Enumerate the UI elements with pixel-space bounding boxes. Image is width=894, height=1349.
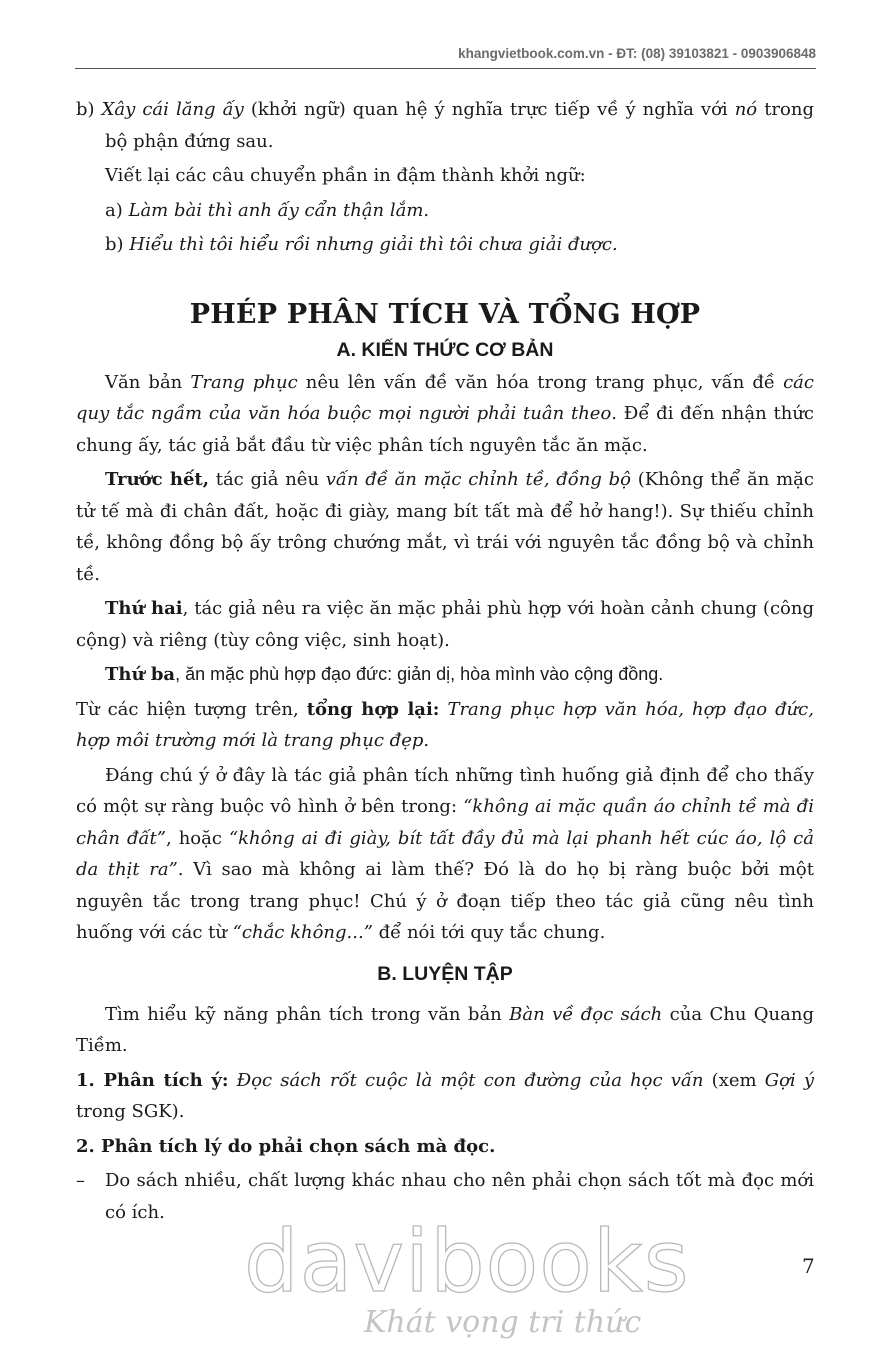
section-b-heading: B. LUYỆN TẬP <box>377 962 513 985</box>
intro-rewrite-instruction: Viết lại các câu chuyển phần in đậm thành khởi ngữ: <box>105 165 586 186</box>
intro-item-b2: b) Hiểu thì tôi hiểu rồi nhưng giải thì tôi chưa giải được. <box>105 234 618 255</box>
section-b-paragraph-1: Tìm hiểu kỹ năng phân tích trong văn bản Bàn về đọc sách của Chu Quang Tiềm. <box>76 1003 814 1056</box>
page-number: 7 <box>802 1254 815 1278</box>
page-header: khangvietbook.com.vn - ĐT: (08) 39103821 - 0903906848 <box>75 46 816 69</box>
page-body <box>76 94 814 1231</box>
intro-item-a2: a) Làm bài thì anh ấy cẩn thận lắm. <box>105 199 430 221</box>
watermark-logo: davibooks <box>244 1212 690 1312</box>
section-a-paragraph-6: Đáng chú ý ở đây là tác giả phân tích những tình huống giả định để cho thấy có một sự ràng buộc vô hình ở bên trong: “không ai mặc quần áo chỉnh tề mà đi chân đất”, hoặc “không ai đi giày, bít tất đầy đủ mà lại phanh hết cúc áo, lộ cả da thịt ra”. Vì sao mà không ai làm thế? Đó là do họ bị ràng buộc bởi một nguyên tắc trong trang phục! Chú ý ở đoạn tiếp theo tác giả cũng nêu tình huống với các từ “chắc không...” để nói tới quy tắc chung. <box>76 764 814 943</box>
section-b-item-2: 2. Phân tích lý do phải chọn sách mà đọc. <box>76 1135 496 1157</box>
watermark-slogan: Khát vọng tri thức <box>364 1305 642 1340</box>
section-a-paragraph-3: Thứ hai, tác giả nêu ra việc ăn mặc phải phù hợp với hoàn cảnh chung (công cộng) và riêng (tùy công việc, sinh hoạt). <box>76 598 814 651</box>
dash-bullet: – <box>76 1170 85 1191</box>
section-b-bullet-1: – Do sách nhiều, chất lượng khác nhau cho nên phải chọn sách tốt mà đọc mới có ích. <box>76 1165 814 1228</box>
section-a-paragraph-1: Văn bản Trang phục nêu lên vấn đề văn hóa trong trang phục, vấn đề các quy tắc ngầm của văn hóa buộc mọi người phải tuân theo. Để đi đến nhận thức chung ấy, tác giả bắt đầu từ việc phân tích nguyên tắc ăn mặc. <box>76 371 814 456</box>
section-a-paragraph-5: Từ các hiện tượng trên, tổng hợp lại: Trang phục hợp văn hóa, hợp đạo đức, hợp môi trường mới là trang phục đẹp. <box>76 698 814 751</box>
section-b-item-1: 1. Phân tích ý: Đọc sách rốt cuộc là một con đường của học vấn (xem Gợi ý trong SGK). <box>76 1069 815 1122</box>
section-a-paragraph-4: Thứ ba, ăn mặc phù hợp đạo đức: giản dị, hòa mình vào cộng đồng. <box>105 664 664 685</box>
section-a-paragraph-2: Trước hết, tác giả nêu vấn đề ăn mặc chỉnh tề, đồng bộ (Không thể ăn mặc tử tế mà đi chân đất, hoặc đi giày, mang bít tất mà để hở hang!). Sự thiếu chỉnh tề, không đồng bộ ấy trông chướng mắt, vì trái với nguyên tắc đồng bộ và chỉnh tề. <box>76 469 814 585</box>
section-a-heading: A. KIẾN THỨC CƠ BẢN <box>336 338 554 361</box>
chapter-title: PHÉP PHÂN TÍCH VÀ TỔNG HỢP <box>189 298 701 330</box>
intro-item-b: b) Xây cái lăng ấy (khởi ngữ) quan hệ ý nghĩa trực tiếp về ý nghĩa với nó trong bộ phận đứng sau. <box>76 99 814 152</box>
